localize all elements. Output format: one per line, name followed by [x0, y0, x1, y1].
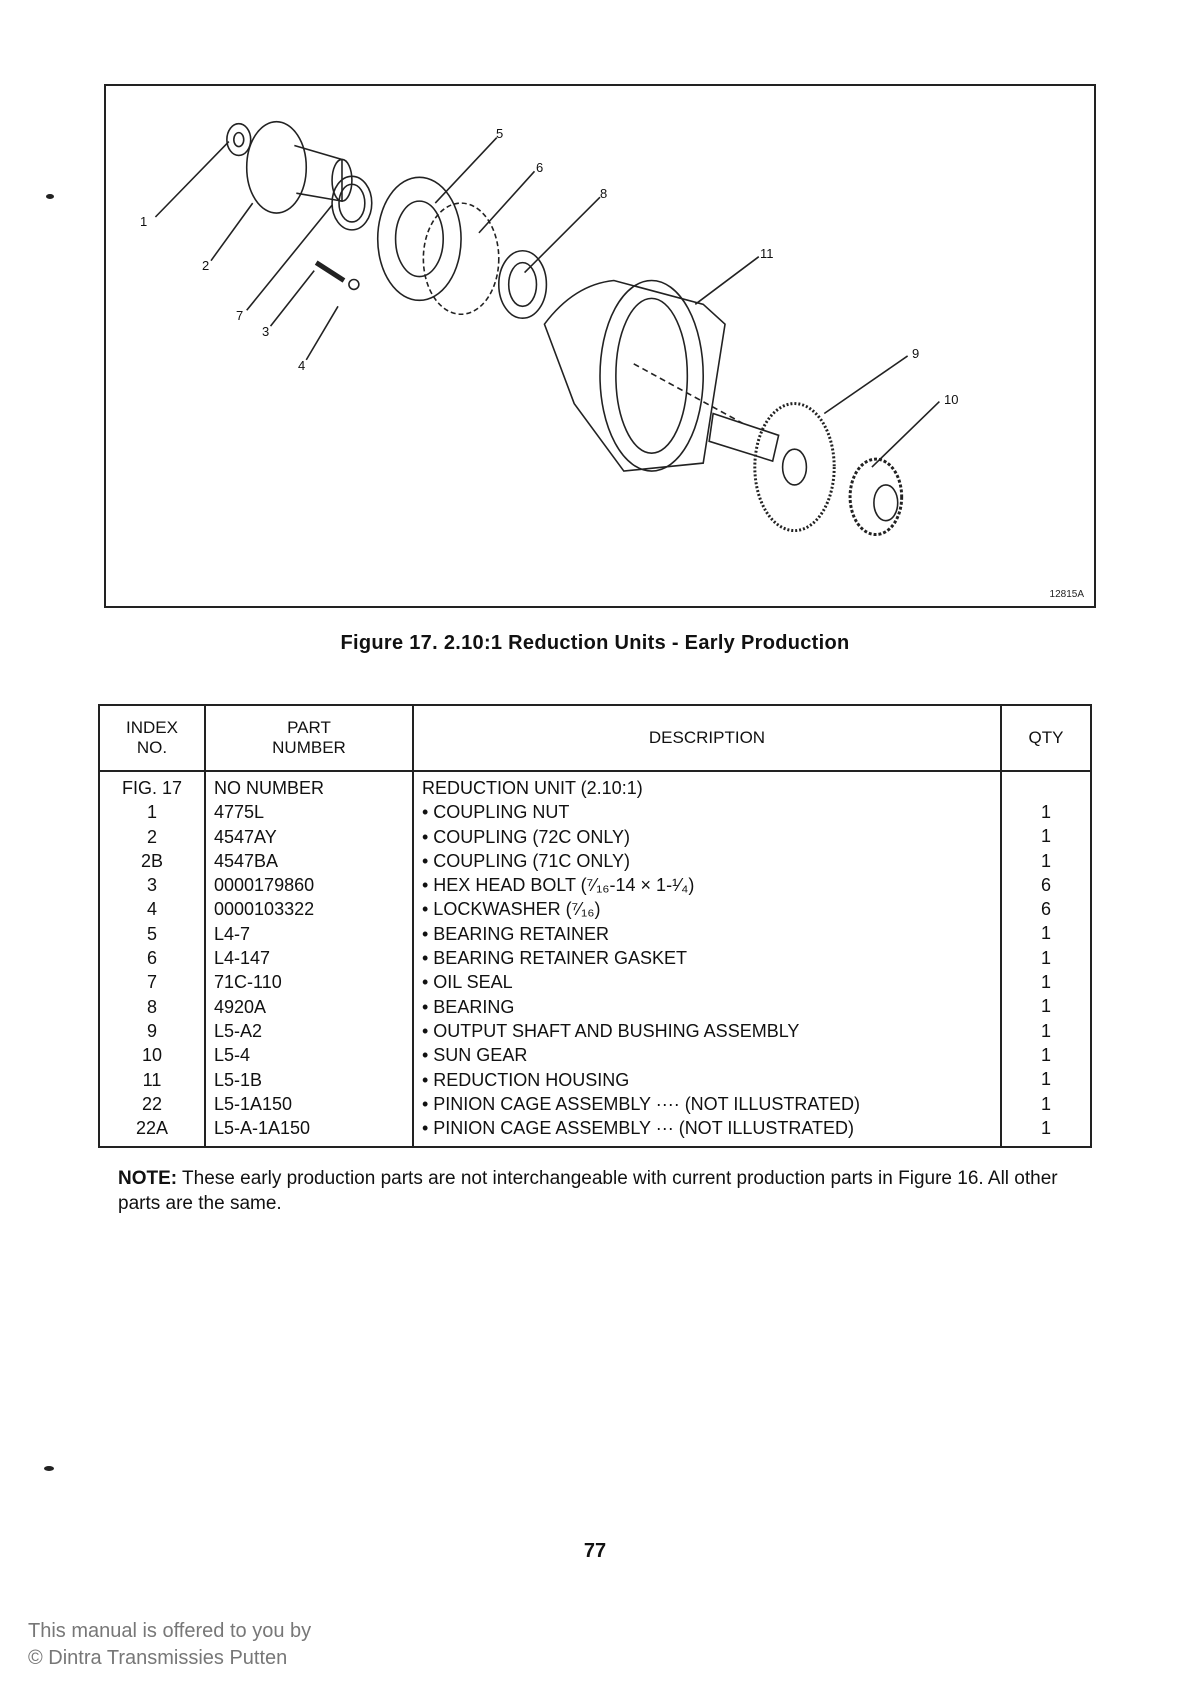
index-value: 22A	[135, 1118, 169, 1139]
description-value: • OUTPUT SHAFT AND BUSHING ASSEMBLY	[422, 1020, 800, 1041]
description-value: • PINION CAGE ASSEMBLY ···· (NOT ILLUSTRATED)	[422, 1093, 861, 1114]
header-description: DESCRIPTION	[413, 705, 1001, 771]
callout-8: 8	[600, 186, 608, 201]
bearing-shape	[499, 251, 547, 318]
coupling-nut-shape	[227, 124, 251, 156]
description-value: • SUN GEAR	[422, 1045, 528, 1066]
sun-gear-shape	[850, 459, 902, 534]
leader-line-9	[824, 356, 907, 414]
qty-value: 1	[1040, 972, 1051, 993]
part-number-value: L5-1B	[214, 1069, 263, 1090]
part-number-value: L5-1A150	[214, 1093, 293, 1114]
index-value: 8	[146, 996, 157, 1017]
scan-speck	[46, 194, 54, 199]
index-value: 3	[146, 875, 157, 896]
index-value: 22	[141, 1093, 163, 1114]
index-value: 2B	[140, 850, 164, 871]
part-number-value: 71C-110	[214, 972, 282, 993]
index-value: 6	[146, 948, 157, 969]
part-number-value: 0000103322	[214, 899, 315, 920]
scan-speck	[44, 1466, 54, 1471]
leader-line-11	[695, 257, 759, 305]
description-column	[413, 771, 1001, 1147]
description-value: • OIL SEAL	[422, 972, 513, 993]
figure-code: 12815A	[1049, 589, 1084, 600]
qty-value: 1	[1040, 996, 1051, 1017]
qty-value: 1	[1040, 1117, 1051, 1138]
callout-2: 2	[202, 258, 210, 273]
qty-value: 1	[1040, 1020, 1051, 1041]
index-column	[99, 771, 205, 1147]
coupling-shape	[247, 122, 307, 213]
leader-line-1	[155, 142, 228, 217]
part-number-value: L4-147	[214, 948, 271, 969]
part-number-value: 4775L	[214, 802, 265, 823]
note-text: These early production parts are not interchangeable with current production parts in Figure 16. All other parts are the same.	[118, 1168, 1058, 1214]
callout-3: 3	[262, 324, 270, 339]
leader-line-8	[525, 197, 600, 272]
part-number-value: 4920A	[214, 996, 267, 1017]
leader-line-5	[435, 138, 497, 203]
qty-value: 6	[1040, 899, 1051, 920]
output-shaft-shape	[709, 413, 778, 461]
footer-line-2: © Dintra Transmissies Putten	[28, 1647, 288, 1669]
qty-value: 1	[1040, 1093, 1051, 1114]
index-value: 10	[141, 1045, 163, 1066]
index-value: 11	[142, 1069, 162, 1090]
part-number-value: L5-A2	[214, 1020, 263, 1041]
index-value: 5	[146, 923, 157, 944]
index-value: 7	[146, 972, 157, 993]
leader-line-2	[211, 203, 253, 261]
callout-11: 11	[760, 246, 774, 261]
gasket-shape	[423, 203, 498, 314]
leader-line-7	[247, 205, 332, 310]
header-qty: QTY	[1001, 705, 1091, 771]
parts-table	[98, 704, 1092, 1148]
hex-head-bolt-shape	[316, 263, 344, 281]
page-number: 77	[583, 1540, 607, 1562]
part-number-value: L5-A-1A150	[214, 1118, 311, 1139]
description-value: • BEARING RETAINER	[422, 923, 609, 944]
qty-value: 1	[1040, 802, 1051, 822]
description-value: • PINION CAGE ASSEMBLY ··· (NOT ILLUSTRATED)	[422, 1118, 855, 1139]
description-value: • HEX HEAD BOLT (⁷⁄₁₆-14 × 1-¹⁄₄)	[422, 875, 695, 896]
callout-5: 5	[496, 126, 504, 141]
description-value: • COUPLING NUT	[422, 802, 570, 823]
figure-caption: Figure 17. 2.10:1 Reduction Units - Early Production	[340, 632, 850, 654]
qty-value: 1	[1040, 923, 1051, 944]
header-index: INDEX NO.	[99, 705, 205, 771]
description-value: • BEARING	[422, 996, 515, 1017]
leader-line-10	[872, 402, 939, 467]
description-value: • LOCKWASHER (⁷⁄₁₆)	[422, 899, 601, 920]
index-value: FIG. 17	[121, 778, 183, 798]
table-body-row	[99, 771, 1091, 1147]
part-number-value: 4547BA	[214, 850, 279, 871]
part-number-value: NO NUMBER	[214, 778, 325, 798]
footer	[28, 1618, 311, 1672]
qty-value: 1	[1040, 947, 1051, 968]
footer-line-1: This manual is offered to you by	[28, 1620, 312, 1642]
qty-value: 6	[1040, 874, 1051, 895]
reduction-housing-shape	[544, 281, 725, 472]
index-value: 2	[146, 826, 157, 847]
note-label: NOTE:	[118, 1168, 178, 1189]
bearing-retainer-shape	[378, 177, 461, 300]
output-gear-shape	[755, 404, 834, 531]
description-value: • REDUCTION HOUSING	[422, 1069, 630, 1090]
exploded-view-drawing	[106, 86, 1094, 606]
leader-line-3	[271, 271, 315, 327]
description-value: REDUCTION UNIT (2.10:1)	[422, 778, 643, 798]
part-number-column	[205, 771, 413, 1147]
callout-9: 9	[912, 346, 920, 361]
lockwasher-shape	[349, 280, 359, 290]
figure-panel	[104, 84, 1096, 608]
callout-10: 10	[944, 392, 959, 407]
part-number-value: L4-7	[214, 923, 251, 944]
leader-line-4	[306, 306, 338, 360]
description-value: • BEARING RETAINER GASKET	[422, 948, 688, 969]
qty-value: 1	[1040, 1044, 1051, 1065]
part-number-value: 4547AY	[214, 826, 277, 847]
part-number-value: 0000179860	[214, 875, 315, 896]
qty-column	[1001, 771, 1091, 1147]
qty-value: 1	[1040, 1069, 1051, 1090]
callout-1: 1	[140, 214, 148, 229]
leader-line-6	[479, 171, 535, 233]
index-value: 4	[146, 899, 157, 920]
header-part-number: PART NUMBER	[205, 705, 413, 771]
qty-list	[1010, 776, 1082, 1140]
part-number-value: L5-4	[214, 1045, 251, 1066]
callout-7: 7	[236, 308, 244, 323]
description-value: • COUPLING (72C ONLY)	[422, 826, 631, 847]
table-header-row	[99, 705, 1091, 771]
index-value: 1	[146, 802, 157, 823]
qty-value: 1	[1040, 826, 1051, 847]
note-paragraph	[118, 1166, 1090, 1216]
qty-value: 1	[1040, 850, 1051, 871]
callout-4: 4	[298, 358, 306, 373]
index-value: 9	[146, 1020, 157, 1041]
callout-6: 6	[536, 160, 544, 175]
description-value: • COUPLING (71C ONLY)	[422, 850, 631, 871]
